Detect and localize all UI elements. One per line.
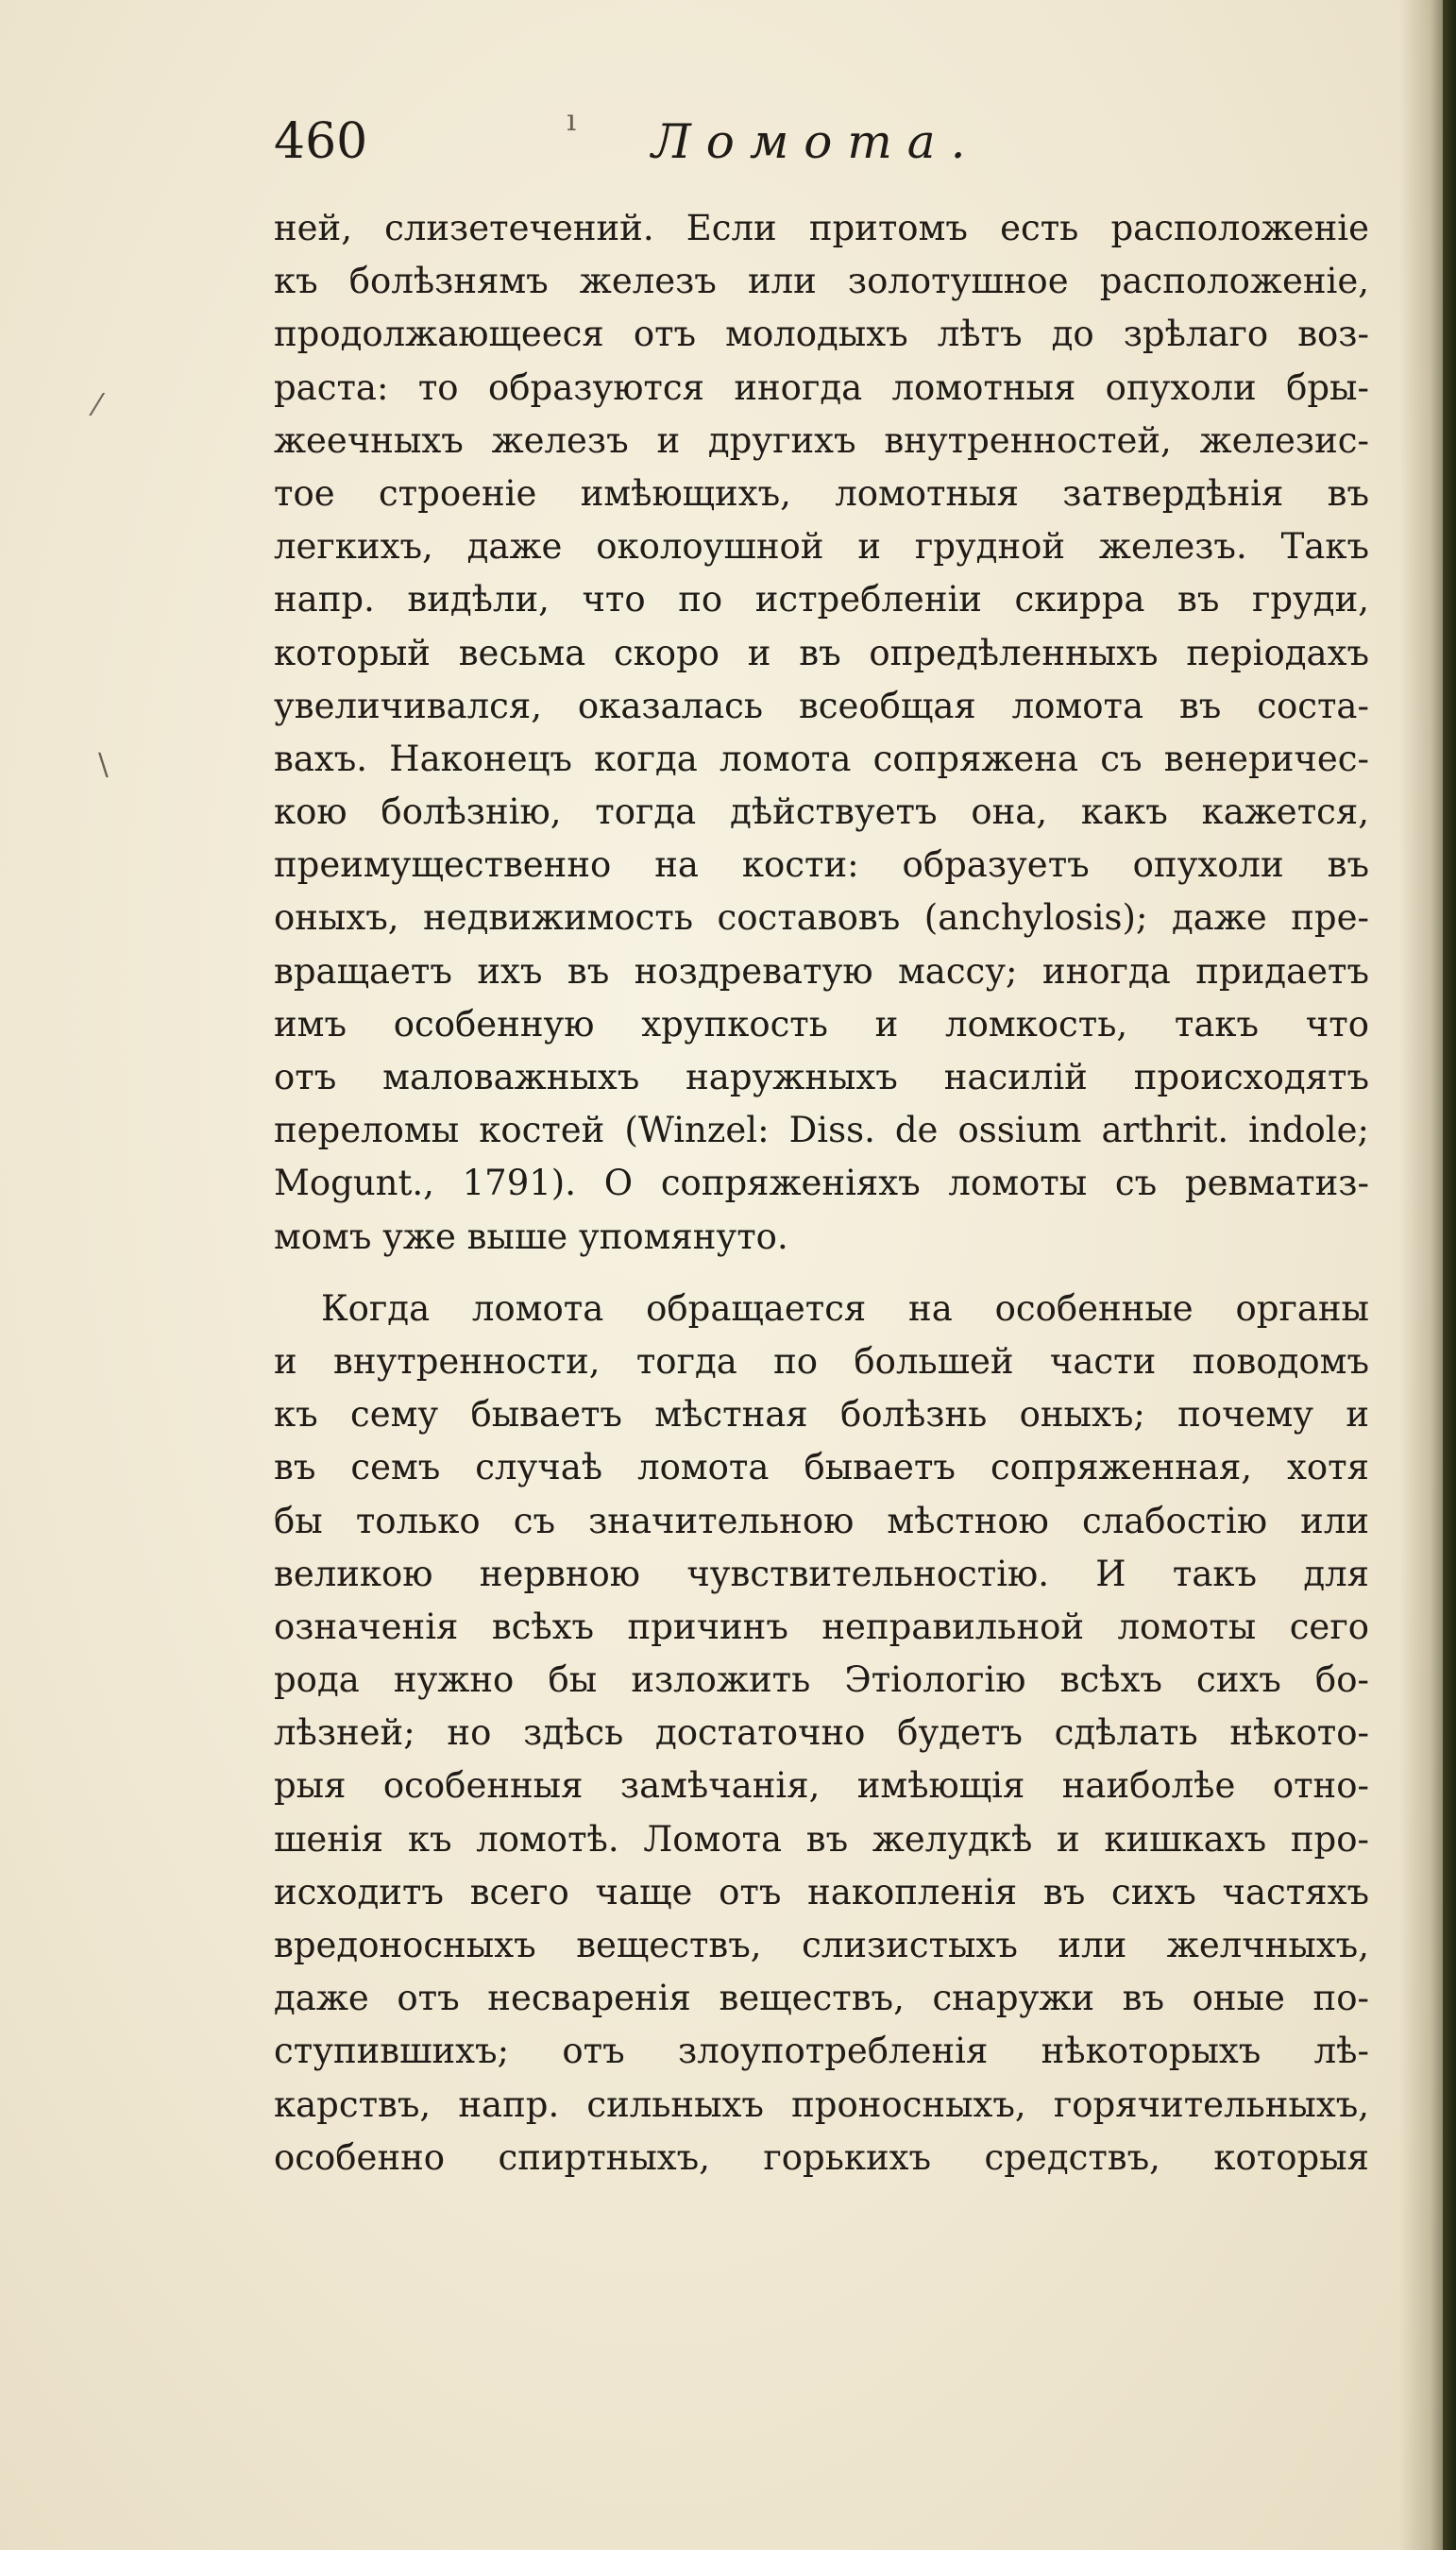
page-header (274, 111, 1369, 187)
text-line: къ болѣзнямъ железъ или золотушное расположеніе, (274, 261, 1369, 302)
text-line: шенія къ ломотѣ. Ломота въ желудкѣ и кишкахъ про- (274, 1818, 1369, 1860)
text-line: переломы костей (Winzel: Diss. de ossium arthrit. indole; (274, 1110, 1369, 1151)
text-line: означенія всѣхъ причинъ неправильной ломоты сего (274, 1606, 1369, 1647)
body-text (274, 202, 1369, 2184)
text-line: особенно спиртныхъ, горькихъ средствъ, которыя (274, 2136, 1369, 2178)
text-line: легкихъ, даже околоушной и грудной железъ. Такъ (274, 526, 1369, 568)
text-line: имъ особенную хрупкость и ломкость, такъ что (274, 1003, 1369, 1045)
text-line: къ сему бываетъ мѣстная болѣзнь оныхъ; почему и (274, 1394, 1369, 1436)
text-line: кою болѣзнію, тогда дѣйствуетъ она, какъ кажется, (274, 791, 1369, 833)
paragraph-gap (274, 1264, 1369, 1283)
text-line: бы только съ значительною мѣстною слабостію или (274, 1500, 1369, 1541)
running-title: Ломота. (652, 114, 981, 169)
text-line: ней, слизетечений. Если притомъ есть расположеніе (274, 208, 1369, 248)
text-line: раста: то образуются иногда ломотныя опухоли бры- (274, 366, 1369, 408)
text-line: вредоносныхъ веществъ, слизистыхъ или желчныхъ, (274, 1925, 1369, 1965)
text-line: рыя особенныя замѣчанія, имѣющія наиболѣе отно- (274, 1765, 1369, 1807)
margin-mark: \ (98, 746, 109, 782)
text-line: тое строеніе имѣющихъ, ломотныя затвердѣнія въ (274, 472, 1369, 514)
text-line: исходитъ всего чаще отъ накопленія въ сихъ частяхъ (274, 1871, 1369, 1912)
text-line: вахъ. Наконецъ когда ломота сопряжена съ венеричес- (274, 738, 1369, 779)
text-line: момъ уже выше упомянуто. (274, 1216, 788, 1257)
text-line: напр. видѣли, что по истребленіи скирра въ груди, (274, 579, 1369, 620)
text-line: рода нужно бы изложить Этіологію всѣхъ сихъ бо- (274, 1659, 1369, 1701)
text-line: карствъ, напр. сильныхъ проносныхъ, горячительныхъ, (274, 2083, 1369, 2125)
text-line: увеличивался, оказалась всеобщая ломота въ соста- (274, 685, 1369, 726)
text-line: даже отъ несваренія веществъ, снаружи въ оные по- (274, 1978, 1369, 2019)
text-line: въ семъ случаѣ ломота бываетъ сопряженная, хотя (274, 1447, 1369, 1488)
text-line: Mogunt., 1791). О сопряженіяхъ ломоты съ ревматиз- (274, 1163, 1369, 1204)
text-line: вращаетъ ихъ въ ноздреватую массу; иногда придаетъ (274, 950, 1369, 992)
text-line: преимущественно на кости: образуетъ опухоли въ (274, 844, 1369, 886)
text-line: ступившихъ; отъ злоупотребленія нѣкоторыхъ лѣ- (274, 2031, 1369, 2072)
text-line: жеечныхъ железъ и другихъ внутренностей, железис- (274, 419, 1369, 461)
text-line: который весьма скоро и въ опредѣленныхъ періодахъ (274, 632, 1369, 673)
page-number: 460 (274, 113, 368, 170)
text-line: великою нервною чувствительностію. И такъ для (274, 1553, 1369, 1594)
margin-mark: ⁄ (94, 387, 100, 423)
text-line: Когда ломота обращается на особенные органы (321, 1287, 1369, 1329)
spine-edge (1443, 0, 1456, 2550)
text-line: продолжающееся отъ молодыхъ лѣтъ до зрѣлаго воз- (274, 314, 1369, 355)
stray-mark: ı (567, 102, 577, 138)
text-line: оныхъ, недвижимость составовъ (anchylosis); даже пре- (274, 897, 1369, 939)
text-line: и внутренности, тогда по большей части поводомъ (274, 1340, 1369, 1382)
text-line: лѣзней; но здѣсь достаточно будетъ сдѣлать нѣкото- (274, 1712, 1369, 1754)
text-line: отъ маловажныхъ наружныхъ насилій происходятъ (274, 1057, 1369, 1097)
